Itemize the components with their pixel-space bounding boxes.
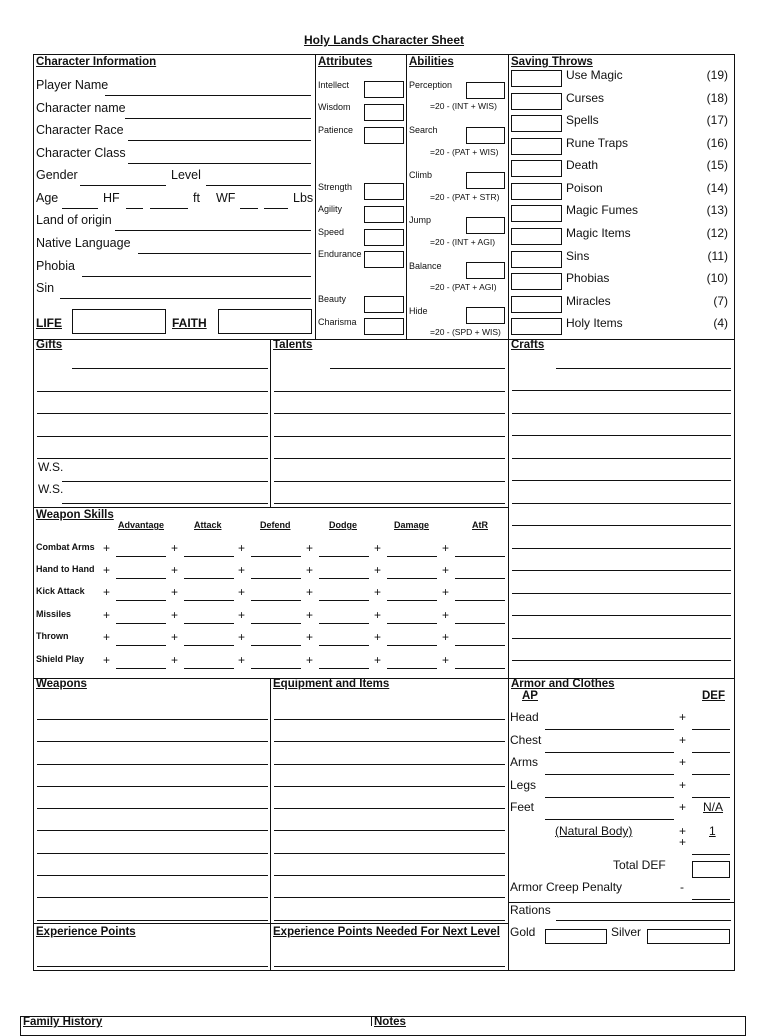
plus-sign: + bbox=[679, 755, 687, 769]
ability-box-perception[interactable] bbox=[466, 82, 505, 99]
weapon-skill-column-header: Dodge bbox=[329, 520, 357, 530]
plus-sign: + bbox=[306, 608, 314, 622]
equipment-header: Equipment and Items bbox=[273, 678, 390, 690]
armor-slot-label: Head bbox=[510, 710, 539, 724]
natural-def-value: 1 bbox=[709, 824, 716, 838]
saving-throw-label: Magic Fumes bbox=[566, 203, 639, 217]
player-name-label: Player Name bbox=[36, 78, 109, 92]
ability-label: Perception bbox=[409, 80, 453, 90]
gift-field[interactable] bbox=[37, 458, 268, 459]
saving-throw-box[interactable] bbox=[511, 115, 562, 132]
craft-field[interactable] bbox=[512, 593, 731, 594]
plus-sign: + bbox=[171, 653, 179, 667]
player-name-field[interactable] bbox=[105, 95, 311, 96]
craft-field[interactable] bbox=[512, 660, 731, 661]
craft-field[interactable] bbox=[512, 615, 731, 616]
gifts-header: Gifts bbox=[36, 339, 63, 351]
plus-sign: + bbox=[679, 778, 687, 792]
plus-sign: + bbox=[171, 541, 179, 555]
plus-sign: + bbox=[238, 608, 246, 622]
weapon-skill-field[interactable] bbox=[251, 556, 301, 557]
rations-field[interactable] bbox=[556, 920, 731, 921]
weapon-skill-field[interactable] bbox=[387, 623, 437, 624]
level-field[interactable] bbox=[206, 185, 311, 186]
weapon-skill-column-header: AtR bbox=[472, 520, 488, 530]
armor-def-field[interactable] bbox=[692, 797, 730, 798]
attr-box-endurance[interactable] bbox=[364, 251, 404, 268]
creep-sign: - bbox=[680, 880, 684, 894]
weapon-skill-field[interactable] bbox=[455, 645, 505, 646]
phobia-field[interactable] bbox=[82, 276, 311, 277]
weapon-skill-field[interactable] bbox=[455, 623, 505, 624]
plus-sign: + bbox=[238, 630, 246, 644]
phobia-label: Phobia bbox=[36, 259, 75, 273]
equipment-field[interactable] bbox=[274, 875, 505, 876]
equipment-field[interactable] bbox=[274, 786, 505, 787]
talent-field[interactable] bbox=[274, 458, 505, 459]
attr-box-wisdom[interactable] bbox=[364, 104, 404, 121]
plus-sign: + bbox=[679, 824, 687, 838]
family-history-header: Family History bbox=[23, 1016, 103, 1028]
saving-throw-value: (16) bbox=[706, 136, 728, 150]
silver-label: Silver bbox=[611, 925, 642, 939]
gold-box[interactable] bbox=[545, 929, 607, 944]
hf-field-1[interactable] bbox=[126, 208, 143, 209]
character-name-label: Character name bbox=[36, 101, 126, 115]
armor-ap-field[interactable] bbox=[545, 729, 674, 730]
ap-header: AP bbox=[522, 690, 538, 702]
life-box[interactable] bbox=[72, 309, 166, 334]
attr-label: Intellect bbox=[318, 80, 350, 90]
weapon-skill-field[interactable] bbox=[455, 668, 505, 669]
native-language-label: Native Language bbox=[36, 236, 131, 250]
silver-box[interactable] bbox=[647, 929, 730, 944]
armor-ap-field[interactable] bbox=[545, 752, 674, 753]
ability-box-balance[interactable] bbox=[466, 262, 505, 279]
equipment-field[interactable] bbox=[274, 764, 505, 765]
attr-label: Speed bbox=[318, 227, 345, 237]
weapon-skill-column-header: Defend bbox=[260, 520, 291, 530]
saving-throws-header: Saving Throws bbox=[511, 56, 593, 68]
talent-field[interactable] bbox=[274, 503, 505, 504]
wf-field-1[interactable] bbox=[240, 208, 258, 209]
weapon-skill-field[interactable] bbox=[319, 600, 369, 601]
gender-label: Gender bbox=[36, 168, 78, 182]
land-of-origin-label: Land of origin bbox=[36, 213, 112, 227]
plus-sign: + bbox=[103, 653, 111, 667]
plus-sign: + bbox=[442, 653, 450, 667]
notes-header: Notes bbox=[374, 1016, 406, 1028]
ability-formula: =20 - (INT + AGI) bbox=[430, 237, 496, 247]
saving-throw-box[interactable] bbox=[511, 273, 562, 290]
weapon-skills-header: Weapon Skills bbox=[36, 509, 114, 521]
weapon-skill-field[interactable] bbox=[319, 645, 369, 646]
plus-sign: + bbox=[442, 563, 450, 577]
saving-throw-box[interactable] bbox=[511, 205, 562, 222]
weapon-skill-field[interactable] bbox=[116, 623, 166, 624]
abilities-header: Abilities bbox=[409, 56, 454, 68]
saving-throw-label: Spells bbox=[566, 113, 599, 127]
ability-box-hide[interactable] bbox=[466, 307, 505, 324]
saving-throw-box[interactable] bbox=[511, 228, 562, 245]
life-label: LIFE bbox=[36, 316, 62, 330]
faith-box[interactable] bbox=[218, 309, 312, 334]
gift-field[interactable] bbox=[62, 503, 268, 504]
gift-field[interactable] bbox=[72, 368, 268, 369]
ability-formula: =20 - (SPD + WIS) bbox=[430, 327, 501, 337]
character-race-label: Character Race bbox=[36, 123, 124, 137]
weapon-skill-field[interactable] bbox=[116, 668, 166, 669]
weapon-field[interactable] bbox=[37, 853, 268, 854]
weapon-skill-row-label: Hand to Hand bbox=[36, 564, 95, 574]
craft-field[interactable] bbox=[512, 570, 731, 571]
saving-throw-label: Miracles bbox=[566, 294, 611, 308]
weapon-skill-field[interactable] bbox=[184, 645, 234, 646]
saving-throw-value: (10) bbox=[706, 271, 728, 285]
plus-sign: + bbox=[679, 733, 687, 747]
armor-header: Armor and Clothes bbox=[511, 678, 615, 690]
weapon-skill-field[interactable] bbox=[319, 623, 369, 624]
ability-label: Hide bbox=[409, 306, 428, 316]
equipment-field[interactable] bbox=[274, 719, 505, 720]
weapon-field[interactable] bbox=[37, 719, 268, 720]
armor-def-field[interactable] bbox=[692, 752, 730, 753]
saving-throw-label: Use Magic bbox=[566, 68, 623, 82]
weapon-skill-field[interactable] bbox=[455, 556, 505, 557]
plus-sign: + bbox=[374, 541, 382, 555]
gold-label: Gold bbox=[510, 925, 536, 939]
plus-sign: + bbox=[171, 630, 179, 644]
weapon-skill-row-label: Missiles bbox=[36, 609, 72, 619]
saving-throw-value: (17) bbox=[706, 113, 728, 127]
plus-sign: + bbox=[442, 608, 450, 622]
plus-sign: + bbox=[238, 541, 246, 555]
attr-label: Wisdom bbox=[318, 102, 351, 112]
natural-body-label: (Natural Body) bbox=[555, 824, 633, 838]
plus-sign: + bbox=[442, 630, 450, 644]
craft-field[interactable] bbox=[512, 503, 731, 504]
craft-field[interactable] bbox=[512, 390, 731, 391]
attr-label: Beauty bbox=[318, 294, 347, 304]
plus-sign: + bbox=[374, 608, 382, 622]
character-class-label: Character Class bbox=[36, 146, 126, 160]
sheet-title: Holy Lands Character Sheet bbox=[303, 33, 465, 47]
weapon-skill-field[interactable] bbox=[184, 578, 234, 579]
craft-field[interactable] bbox=[512, 458, 731, 459]
armor-ap-field[interactable] bbox=[545, 797, 674, 798]
ability-formula: =20 - (PAT + STR) bbox=[430, 192, 500, 202]
ability-label: Balance bbox=[409, 261, 442, 271]
plus-sign: + bbox=[679, 800, 687, 814]
saving-throw-box[interactable] bbox=[511, 160, 562, 177]
plus-sign: + bbox=[238, 563, 246, 577]
equipment-field[interactable] bbox=[274, 830, 505, 831]
experience-needed-field[interactable] bbox=[274, 966, 505, 967]
weapon-skill-field[interactable] bbox=[251, 623, 301, 624]
plus-sign: + bbox=[103, 541, 111, 555]
lbs-label: Lbs bbox=[293, 191, 314, 205]
weapon-skill-field[interactable] bbox=[455, 578, 505, 579]
talent-field[interactable] bbox=[274, 481, 505, 482]
attr-box-speed[interactable] bbox=[364, 229, 404, 246]
plus-sign: + bbox=[374, 653, 382, 667]
weapon-skill-field[interactable] bbox=[116, 600, 166, 601]
wf-field-2[interactable] bbox=[264, 208, 288, 209]
weapon-skill-field[interactable] bbox=[184, 556, 234, 557]
weapon-skill-field[interactable] bbox=[319, 668, 369, 669]
attr-box-intellect[interactable] bbox=[364, 81, 404, 98]
craft-field[interactable] bbox=[512, 480, 731, 481]
plus-sign: + bbox=[103, 608, 111, 622]
attr-label: Endurance bbox=[318, 249, 362, 259]
saving-throw-label: Holy Items bbox=[566, 316, 623, 330]
saving-throw-value: (13) bbox=[706, 203, 728, 217]
plus-sign: + bbox=[171, 608, 179, 622]
ability-label: Climb bbox=[409, 170, 433, 180]
plus-sign: + bbox=[374, 630, 382, 644]
craft-field[interactable] bbox=[512, 638, 731, 639]
craft-field[interactable] bbox=[512, 413, 731, 414]
armor-creep-label: Armor Creep Penalty bbox=[510, 880, 623, 894]
saving-throw-box[interactable] bbox=[511, 183, 562, 200]
plus-sign: + bbox=[374, 563, 382, 577]
plus-sign: + bbox=[679, 710, 687, 724]
experience-points-header: Experience Points bbox=[36, 926, 136, 938]
ft-label: ft bbox=[193, 191, 200, 205]
weapon-skill-field[interactable] bbox=[116, 578, 166, 579]
plus-sign: + bbox=[306, 541, 314, 555]
attr-box-charisma[interactable] bbox=[364, 318, 404, 335]
hf-field-2[interactable] bbox=[150, 208, 188, 209]
ability-formula: =20 - (PAT + WIS) bbox=[430, 147, 499, 157]
weapon-skill-field[interactable] bbox=[184, 600, 234, 601]
character-info-header: Character Information bbox=[36, 56, 157, 68]
weapon-field[interactable] bbox=[37, 875, 268, 876]
saving-throw-value: (14) bbox=[706, 181, 728, 195]
equipment-field[interactable] bbox=[274, 920, 505, 921]
gift-field[interactable] bbox=[37, 436, 268, 437]
level-label: Level bbox=[171, 168, 201, 182]
age-label: Age bbox=[36, 191, 59, 205]
weapon-field[interactable] bbox=[37, 920, 268, 921]
saving-throw-value: (12) bbox=[706, 226, 728, 240]
saving-throw-label: Curses bbox=[566, 91, 605, 105]
saving-throw-label: Death bbox=[566, 158, 599, 172]
attr-box-strength[interactable] bbox=[364, 183, 404, 200]
character-name-field[interactable] bbox=[125, 118, 311, 119]
ws-label: W.S. bbox=[38, 482, 64, 496]
weapon-skill-field[interactable] bbox=[387, 645, 437, 646]
weapon-field[interactable] bbox=[37, 830, 268, 831]
weapon-skill-row-label: Thrown bbox=[36, 631, 69, 641]
saving-throw-value: (18) bbox=[706, 91, 728, 105]
weapon-field[interactable] bbox=[37, 741, 268, 742]
attr-label: Agility bbox=[318, 204, 343, 214]
attr-label: Strength bbox=[318, 182, 353, 192]
ability-box-climb[interactable] bbox=[466, 172, 505, 189]
saving-throw-label: Sins bbox=[566, 249, 590, 263]
weapon-skill-field[interactable] bbox=[116, 645, 166, 646]
gift-field[interactable] bbox=[37, 413, 268, 414]
plus-sign: + bbox=[306, 585, 314, 599]
plus-sign: + bbox=[306, 630, 314, 644]
ability-formula: =20 - (INT + WIS) bbox=[430, 101, 497, 111]
armor-ap-field[interactable] bbox=[545, 774, 674, 775]
equipment-field[interactable] bbox=[274, 741, 505, 742]
attributes-header: Attributes bbox=[318, 56, 373, 68]
saving-throw-label: Phobias bbox=[566, 271, 610, 285]
ability-box-jump[interactable] bbox=[466, 217, 505, 234]
weapon-skill-field[interactable] bbox=[116, 556, 166, 557]
weapon-skill-column-header: Attack bbox=[194, 520, 222, 530]
attr-label: Charisma bbox=[318, 317, 357, 327]
age-field[interactable] bbox=[62, 208, 98, 209]
armor-def-field[interactable] bbox=[692, 729, 730, 730]
attr-box-patience[interactable] bbox=[364, 127, 404, 144]
armor-ap-field[interactable] bbox=[545, 819, 674, 820]
character-race-field[interactable] bbox=[128, 140, 311, 141]
attr-box-agility[interactable] bbox=[364, 206, 404, 223]
total-def-label: Total DEF bbox=[613, 858, 666, 872]
attr-label: Patience bbox=[318, 125, 354, 135]
plus-sign: + bbox=[442, 585, 450, 599]
weapon-skill-field[interactable] bbox=[387, 600, 437, 601]
saving-throw-box[interactable] bbox=[511, 93, 562, 110]
saving-throw-box[interactable] bbox=[511, 138, 562, 155]
native-language-field[interactable] bbox=[138, 253, 311, 254]
craft-field[interactable] bbox=[556, 368, 731, 369]
ability-label: Search bbox=[409, 125, 438, 135]
talent-field[interactable] bbox=[274, 413, 505, 414]
total-def-box[interactable] bbox=[692, 861, 730, 878]
plus-sign: + bbox=[238, 585, 246, 599]
weapon-skill-column-header: Damage bbox=[394, 520, 430, 530]
crafts-header: Crafts bbox=[511, 339, 545, 351]
weapon-skill-field[interactable] bbox=[251, 578, 301, 579]
saving-throw-value: (7) bbox=[713, 294, 728, 308]
craft-field[interactable] bbox=[512, 525, 731, 526]
weapon-skill-row-label: Kick Attack bbox=[36, 586, 85, 596]
saving-throw-box[interactable] bbox=[511, 318, 562, 335]
talents-header: Talents bbox=[273, 339, 313, 351]
hf-label: HF bbox=[103, 191, 120, 205]
craft-field[interactable] bbox=[512, 548, 731, 549]
feet-def-value: N/A bbox=[703, 800, 724, 814]
def-header: DEF bbox=[702, 690, 725, 702]
plus-sign: + bbox=[306, 653, 314, 667]
saving-throw-box[interactable] bbox=[511, 70, 562, 87]
plus-sign: + bbox=[103, 563, 111, 577]
experience-points-field[interactable] bbox=[37, 966, 268, 967]
weapon-skill-field[interactable] bbox=[387, 668, 437, 669]
plus-sign: + bbox=[171, 563, 179, 577]
plus-sign: + bbox=[103, 585, 111, 599]
saving-throw-label: Rune Traps bbox=[566, 136, 629, 150]
ws-label: W.S. bbox=[38, 460, 64, 474]
weapon-field[interactable] bbox=[37, 786, 268, 787]
armor-creep-field[interactable] bbox=[692, 899, 730, 900]
weapon-skill-field[interactable] bbox=[455, 600, 505, 601]
talent-field[interactable] bbox=[274, 436, 505, 437]
weapon-skill-field[interactable] bbox=[251, 600, 301, 601]
armor-def-field[interactable] bbox=[692, 774, 730, 775]
equipment-field[interactable] bbox=[274, 897, 505, 898]
weapon-skill-field[interactable] bbox=[251, 668, 301, 669]
saving-throw-label: Magic Items bbox=[566, 226, 631, 240]
ability-formula: =20 - (PAT + AGI) bbox=[430, 282, 497, 292]
plus-sign: + bbox=[679, 835, 687, 849]
weapon-skill-row-label: Combat Arms bbox=[36, 542, 95, 552]
saving-throw-box[interactable] bbox=[511, 296, 562, 313]
sin-field[interactable] bbox=[60, 298, 311, 299]
weapon-field[interactable] bbox=[37, 808, 268, 809]
armor-slot-label: Arms bbox=[510, 755, 538, 769]
saving-throw-value: (11) bbox=[707, 249, 728, 263]
gift-field[interactable] bbox=[62, 481, 268, 482]
craft-field[interactable] bbox=[512, 435, 731, 436]
weapon-skill-field[interactable] bbox=[184, 623, 234, 624]
armor-slot-label: Chest bbox=[510, 733, 542, 747]
weapon-skill-field[interactable] bbox=[319, 556, 369, 557]
gender-field[interactable] bbox=[80, 185, 166, 186]
armor-slot-label: Legs bbox=[510, 778, 537, 792]
plus-sign: + bbox=[374, 585, 382, 599]
ability-label: Jump bbox=[409, 215, 432, 225]
weapon-skill-field[interactable] bbox=[184, 668, 234, 669]
weapon-skill-field[interactable] bbox=[319, 578, 369, 579]
weapon-skill-field[interactable] bbox=[387, 578, 437, 579]
experience-needed-header: Experience Points Needed For Next Level bbox=[273, 926, 500, 938]
ability-box-search[interactable] bbox=[466, 127, 505, 144]
plus-sign: + bbox=[238, 653, 246, 667]
weapons-header: Weapons bbox=[36, 678, 87, 690]
rations-label: Rations bbox=[510, 903, 551, 917]
armor-slot-label: Feet bbox=[510, 800, 535, 814]
saving-throw-label: Poison bbox=[566, 181, 603, 195]
equipment-field[interactable] bbox=[274, 808, 505, 809]
faith-label: FAITH bbox=[172, 316, 207, 330]
attr-box-beauty[interactable] bbox=[364, 296, 404, 313]
wf-label: WF bbox=[216, 191, 236, 205]
weapon-skill-field[interactable] bbox=[251, 645, 301, 646]
weapon-field[interactable] bbox=[37, 764, 268, 765]
saving-throw-value: (15) bbox=[706, 158, 728, 172]
sin-label: Sin bbox=[36, 281, 55, 295]
talent-field[interactable] bbox=[274, 391, 505, 392]
weapon-skill-field[interactable] bbox=[387, 556, 437, 557]
plus-sign: + bbox=[442, 541, 450, 555]
gift-field[interactable] bbox=[37, 391, 268, 392]
plus-sign: + bbox=[171, 585, 179, 599]
weapon-skill-row-label: Shield Play bbox=[36, 654, 85, 664]
saving-throw-value: (4) bbox=[713, 316, 728, 330]
plus-sign: + bbox=[103, 630, 111, 644]
saving-throw-value: (19) bbox=[706, 68, 728, 82]
equipment-field[interactable] bbox=[274, 853, 505, 854]
talent-field[interactable] bbox=[330, 368, 505, 369]
character-class-field[interactable] bbox=[128, 163, 311, 164]
land-of-origin-field[interactable] bbox=[115, 230, 311, 231]
saving-throw-box[interactable] bbox=[511, 251, 562, 268]
weapon-skill-column-header: Advantage bbox=[118, 520, 165, 530]
weapon-field[interactable] bbox=[37, 897, 268, 898]
plus-sign: + bbox=[306, 563, 314, 577]
